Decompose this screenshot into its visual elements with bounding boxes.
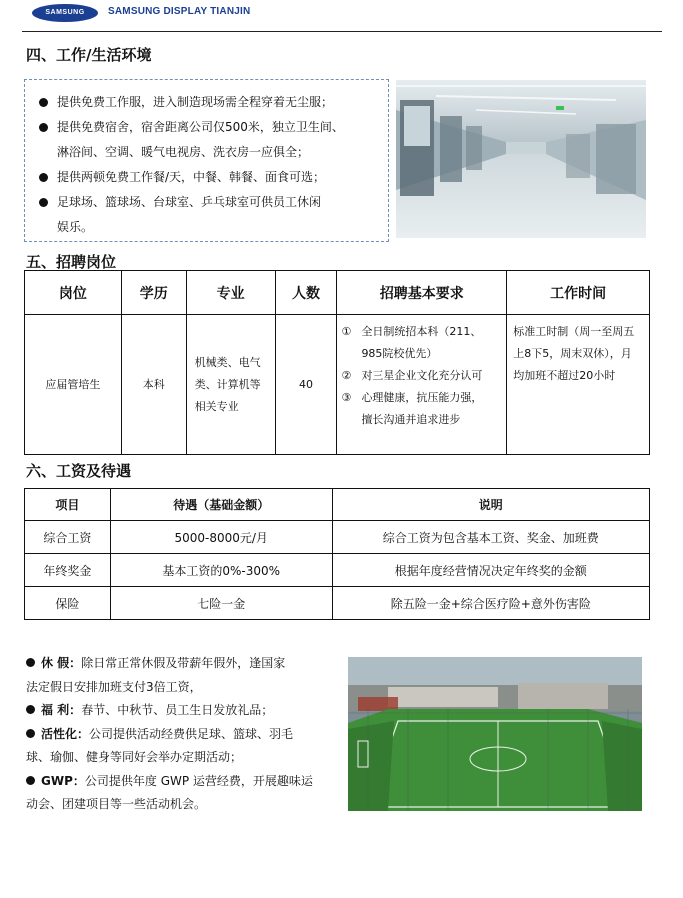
- football-field-photo: [348, 657, 642, 811]
- count-cell: 40: [275, 315, 337, 455]
- bullet-icon: [39, 173, 48, 182]
- requirement-item: ② 对三星企业文化充分认可: [341, 369, 483, 382]
- salary-amount: 基本工资的0%-300%: [110, 554, 332, 587]
- samsung-logo: SAMSUNG: [32, 4, 98, 22]
- bullet-icon: [39, 198, 48, 207]
- header-divider: [22, 31, 662, 32]
- benefits-list: [26, 652, 344, 817]
- table-header: 岗位: [25, 271, 122, 315]
- salary-item: 保险: [25, 587, 111, 620]
- table-header: 人数: [275, 271, 337, 315]
- salary-table: [24, 488, 650, 620]
- env-line: 淋浴间、空调、暖气电视房、洗衣房一应俱全；: [57, 145, 310, 159]
- benefit-line: 活性化：公司提供活动经费供足球、篮球、羽毛: [26, 723, 344, 747]
- position-cell: 应届管培生: [25, 315, 122, 455]
- env-line: 足球场、篮球场、台球室、乒乓球室可供员工休闲: [37, 190, 380, 215]
- table-row: [25, 554, 650, 587]
- table-header: 项目: [25, 489, 111, 521]
- requirement-item: 擅长沟通并追求进步: [361, 413, 461, 426]
- cleanroom-photo: [396, 80, 646, 238]
- bullet-icon: [26, 658, 35, 667]
- table-header-row: [25, 271, 650, 315]
- requirement-item: ③ 心理健康，抗压能力强，: [341, 391, 483, 404]
- salary-item: 年终奖金: [25, 554, 111, 587]
- env-line: 提供免费宿舍，宿舍距离公司仅500米，独立卫生间、: [37, 115, 380, 140]
- benefit-line: GWP：公司提供年度 GWP 运营经费，开展趣味运: [26, 770, 344, 794]
- table-header: 专业: [186, 271, 275, 315]
- benefit-line: 福 利：春节、中秋节、员工生日发放礼品；: [26, 699, 344, 723]
- bullet-icon: [26, 729, 35, 738]
- positions-table: [24, 270, 650, 455]
- bullet-icon: [26, 705, 35, 714]
- salary-desc: 根据年度经营情况决定年终奖的金额: [332, 554, 649, 587]
- major-cell: 机械类、电气 类、计算机等 相关专业: [186, 315, 275, 455]
- table-header: 说明: [332, 489, 649, 521]
- environment-box: [24, 79, 389, 242]
- bullet-icon: [39, 98, 48, 107]
- benefit-line: 休 假：除日常正常休假及带薪年假外，逢国家: [26, 652, 344, 676]
- company-name: SAMSUNG DISPLAY TIANJIN: [108, 6, 251, 17]
- salary-amount: 5000-8000元/月: [110, 521, 332, 554]
- table-header: 招聘基本要求: [337, 271, 507, 315]
- table-row: [25, 315, 650, 455]
- requirement-item: 985院校优先）: [361, 347, 438, 360]
- env-line: 提供免费工作服，进入制造现场需全程穿着无尘服；: [37, 90, 380, 115]
- worktime-cell: 标准工时制（周一至周五 上8下5，周末双休），月 均加班不超过20小时: [507, 315, 650, 455]
- salary-desc: 综合工资为包含基本工资、奖金、加班费: [332, 521, 649, 554]
- salary-amount: 七险一金: [110, 587, 332, 620]
- table-row: [25, 521, 650, 554]
- requirement-item: ① 全日制统招本科（211、: [341, 325, 482, 338]
- env-line: 娱乐。: [57, 220, 94, 234]
- bullet-icon: [39, 123, 48, 132]
- env-line: 提供两顿免费工作餐/天，中餐、韩餐、面食可选；: [37, 165, 380, 190]
- table-header-row: [25, 489, 650, 521]
- page-header: [22, 2, 662, 32]
- table-header: 学历: [121, 271, 186, 315]
- benefit-line: 球、瑜伽、健身等同好会举办定期活动；: [26, 750, 243, 764]
- positions-title: 五、招聘岗位: [26, 253, 117, 271]
- table-row: [25, 587, 650, 620]
- benefit-line: 法定假日安排加班支付3倍工资，: [26, 679, 202, 694]
- bullet-icon: [26, 776, 35, 785]
- salary-title: 六、工资及待遇: [26, 462, 132, 480]
- salary-desc: 除五险一金+综合医疗险+意外伤害险: [332, 587, 649, 620]
- benefit-line: 动会、团建项目等一些活动机会。: [26, 797, 207, 811]
- table-header: 待遇（基础金额）: [110, 489, 332, 521]
- requirements-cell: [337, 315, 507, 455]
- table-header: 工作时间: [507, 271, 650, 315]
- education-cell: 本科: [121, 315, 186, 455]
- salary-item: 综合工资: [25, 521, 111, 554]
- environment-title: 四、工作/生活环境: [26, 46, 152, 64]
